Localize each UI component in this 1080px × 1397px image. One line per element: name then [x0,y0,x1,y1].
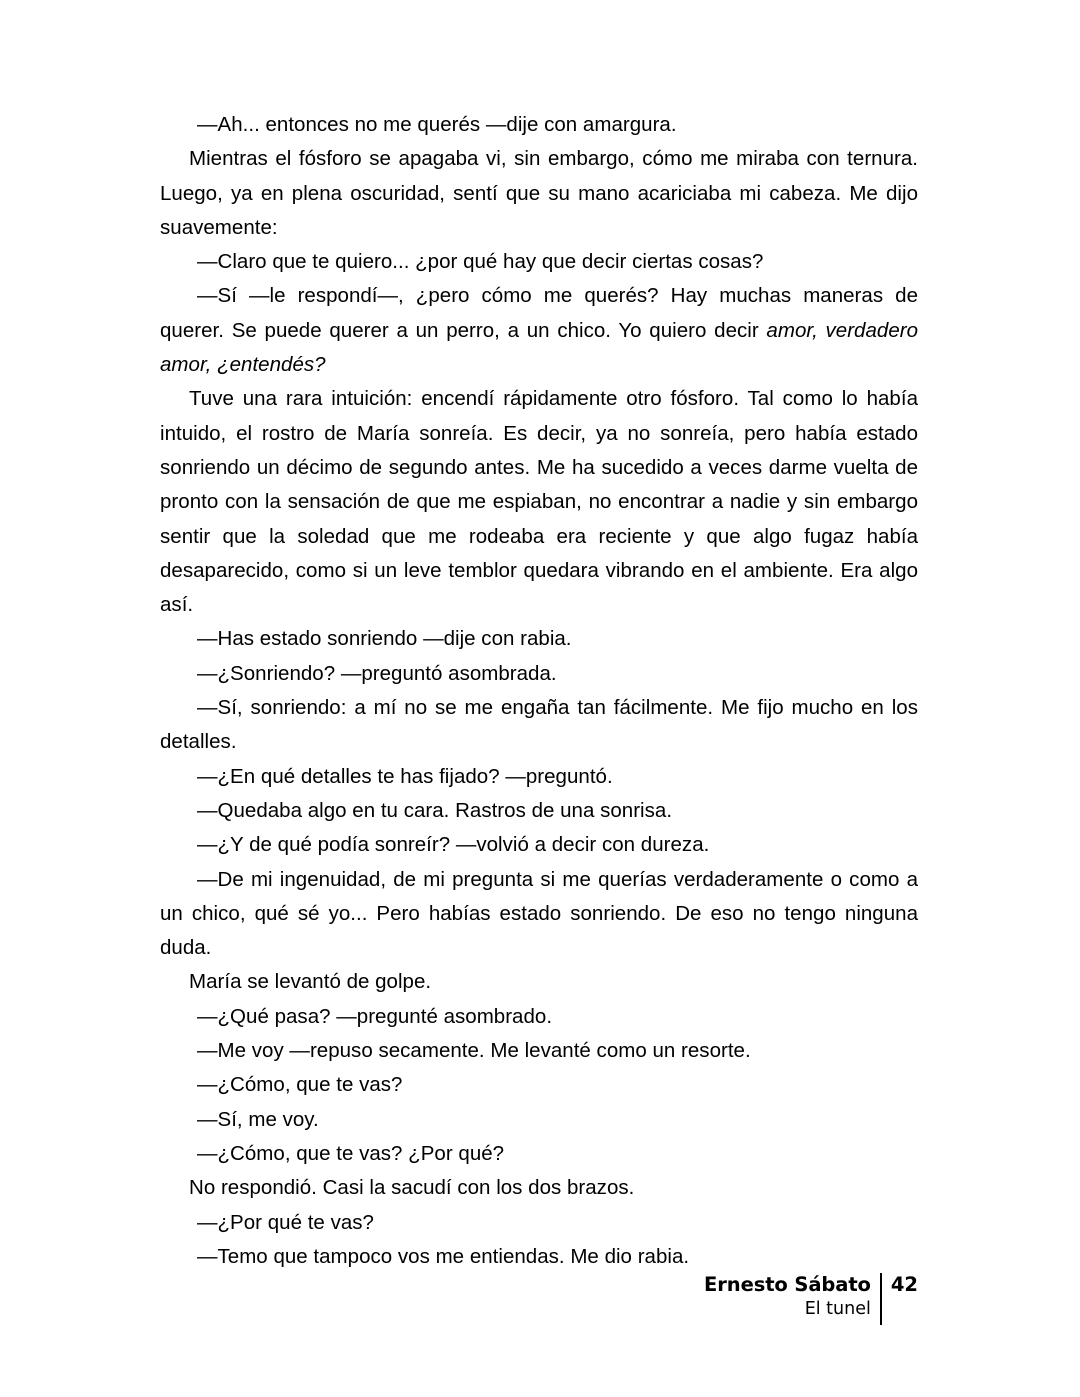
footer-inner [704,1272,918,1325]
dialogue-paragraph: —Sí, me voy. [197,1107,319,1131]
dialogue-paragraph: —De mi ingenuidad, de mi pregunta si me querías verdaderamente o como a un chico, qué sé yo... Pero habías estado sonriendo. De eso no tengo ninguna duda. [160,867,918,960]
footer-title-block [704,1272,880,1321]
narrative-paragraph: No respondió. Casi la sacudí con los dos brazos. [189,1176,635,1200]
page-footer [0,1272,1080,1342]
dialogue-paragraph: —¿Sonriendo? —preguntó asombrada. [197,661,557,685]
dialogue-paragraph: —¿Cómo, que te vas? [197,1073,403,1097]
emphasized-text: amor, verdadero amor, ¿entendés? [160,318,919,377]
footer-author: Ernesto Sábato [704,1273,871,1296]
dialogue-paragraph: —Ah... entonces no me querés —dije con amargura. [197,113,677,136]
dialogue-paragraph: —¿Y de qué podía sonreír? —volvió a decir con dureza. [197,833,710,857]
dialogue-paragraph: —Me voy —repuso secamente. Me levanté como un resorte. [197,1039,751,1063]
dialogue-paragraph [160,279,918,382]
dialogue-paragraph: —Has estado sonriendo —dije con rabia. [197,627,572,651]
paragraph-text: —Sí —le respondí—, ¿pero cómo me querés? Hay muchas maneras de querer. Se puede querer a un perro, a un chico. Yo quiero decir [160,284,918,342]
dialogue-paragraph: —¿En qué detalles te has fijado? —preguntó. [197,764,613,788]
dialogue-paragraph: —¿Cómo, que te vas? ¿Por qué? [197,1141,505,1165]
dialogue-paragraph: —Temo que tampoco vos me entiendas. Me dio rabia. [197,1244,690,1268]
narrative-paragraph: María se levantó de golpe. [189,970,432,994]
dialogue-paragraph: —Quedaba algo en tu cara. Rastros de una sonrisa. [197,798,673,822]
dialogue-paragraph: —¿Por qué te vas? [197,1210,374,1234]
footer-page-number: 42 [890,1273,918,1296]
dialogue-paragraph: —Sí, sonriendo: a mí no se me engaña tan fácilmente. Me fijo mucho en los detalles. [160,696,918,754]
narrative-paragraph: Tuve una rara intuición: encendí rápidamente otro fósforo. Tal como lo había intuido, el rostro de María sonreía. Es decir, ya no sonreía, pero había estado sonriendo un décimo de segundo antes. Me ha sucedido a veces darme vuelta de pronto con la sensación de que me espiaban, no encontrar a nadie y sin embargo sentir que la soledad que me rodeaba era reciente y que algo fugaz había desaparecido, como si un leve temblor quedara vibrando en el ambiente. Era algo así. [160,387,918,617]
narrative-paragraph: Mientras el fósforo se apagaba vi, sin embargo, cómo me miraba con ternura. Luego, ya en plena oscuridad, sentí que su mano acariciaba mi cabeza. Me dijo suavemente: [160,147,918,239]
dialogue-paragraph: —Claro que te quiero... ¿por qué hay que decir ciertas cosas? [197,250,764,274]
footer-book-title: El tunel [804,1299,871,1319]
body-text-column [160,108,918,1274]
dialogue-paragraph: —¿Qué pasa? —pregunté asombrado. [197,1004,553,1028]
